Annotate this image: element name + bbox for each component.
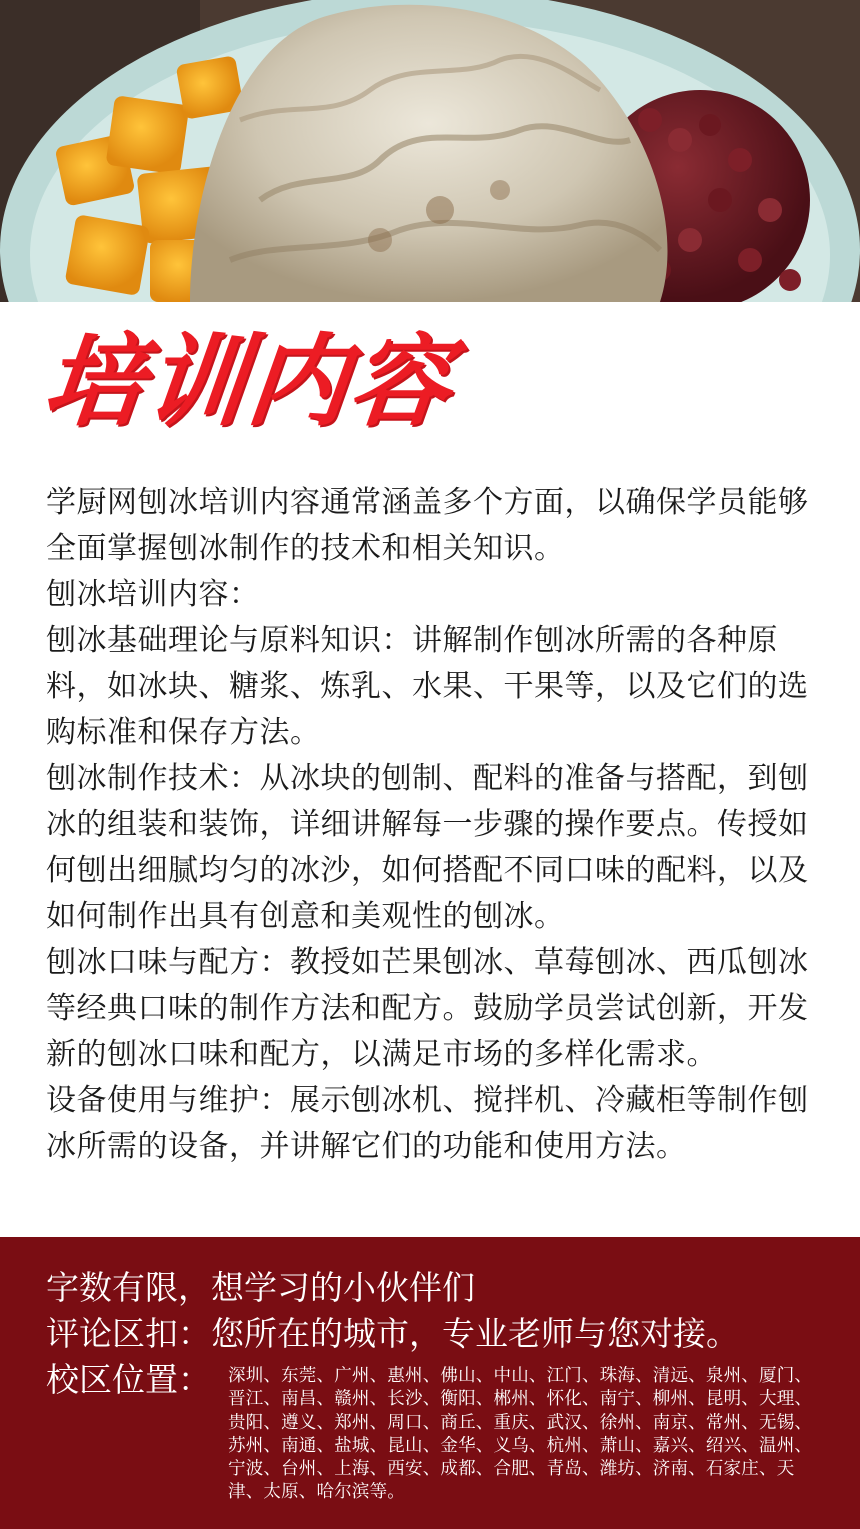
- dessert-illustration: [0, 0, 860, 302]
- equipment-paragraph: 设备使用与维护：展示刨冰机、搅拌机、冷藏柜等制作刨冰所需的设备，并讲解它们的功能和使用方法。: [46, 1083, 809, 1164]
- training-content-text: [46, 480, 816, 1170]
- techniques-paragraph: 刨冰制作技术：从冰块的刨制、配料的准备与搭配，到刨冰的组装和装饰，详细讲解每一步骤的操作要点。传授如何刨出细腻均匀的冰沙，如何搭配不同口味的配料，以及如何制作出具有创意和美观性的刨冰。: [46, 761, 809, 934]
- basic-theory-paragraph: 刨冰基础理论与原料知识：讲解制作刨冰所需的各种原料，如冰块、糖浆、炼乳、水果、干果等，以及它们的选购标准和保存方法。: [46, 623, 809, 750]
- intro-paragraph: 学厨网刨冰培训内容通常涵盖多个方面，以确保学员能够全面掌握刨冰制作的技术和相关知识。: [46, 485, 809, 566]
- page-title: 培训内容: [37, 323, 459, 440]
- campus-city-list: 深圳、东莞、广州、惠州、佛山、中山、江门、珠海、清远、泉州、厦门、晋江、南昌、赣州、长沙、衡阳、郴州、怀化、南宁、柳州、昆明、大理、贵阳、遵义、郑州、周口、商丘、重庆、武汉、徐州、南京、常州、无锡、苏州、南通、盐城、昆山、金华、义乌、杭州、萧山、嘉兴、绍兴、温州、宁波、台州、上海、西安、成都、合肥、青岛、潍坊、济南、石家庄、天津、太原、哈尔滨等。: [228, 1366, 813, 1503]
- footer-banner: [0, 1237, 860, 1529]
- shaved-ice-photo: [0, 0, 860, 302]
- footer-line-1: 字数有限，想学习的小伙伴们: [46, 1268, 475, 1307]
- flavors-paragraph: 刨冰口味与配方：教授如芒果刨冰、草莓刨冰、西瓜刨冰等经典口味的制作方法和配方。鼓励学员尝试创新，开发新的刨冰口味和配方，以满足市场的多样化需求。: [46, 945, 809, 1072]
- campus-location-label: 校区位置：: [46, 1360, 211, 1399]
- footer-line-2: 评论区扣：您所在的城市，专业老师与您对接。: [46, 1314, 739, 1353]
- section-heading: 刨冰培训内容：: [46, 577, 260, 612]
